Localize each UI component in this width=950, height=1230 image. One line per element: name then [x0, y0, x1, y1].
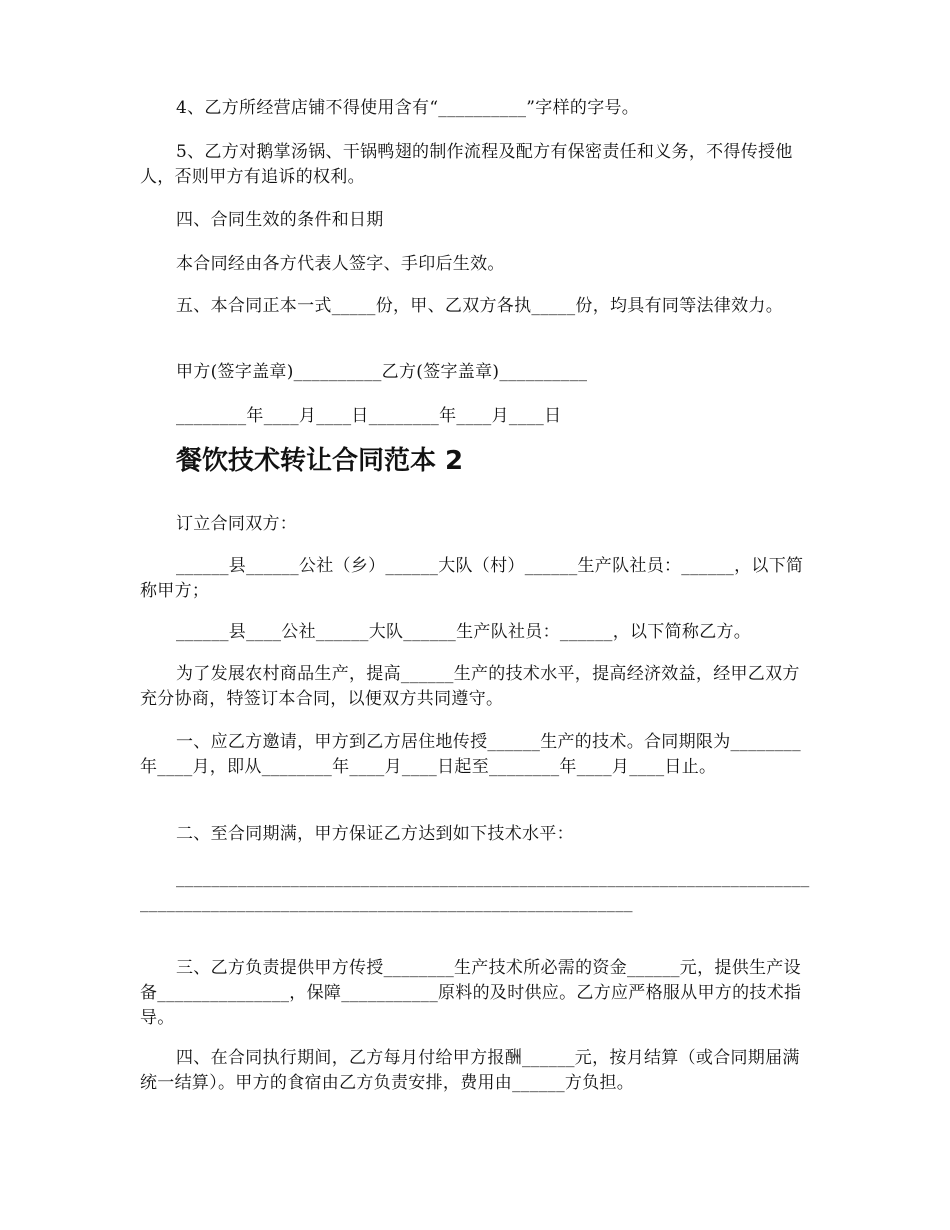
date-line: ________年____月____日________年____月____日	[176, 406, 562, 426]
contract-heading-2: 餐饮技术转让合同范本 2	[176, 446, 464, 476]
effective-clause: 本合同经由各方代表人签字、手印后生效。	[176, 254, 505, 274]
party-a-line: ______县______公社（乡）______大队（村）______生产队社员：______，以下简称甲方；	[140, 556, 804, 601]
clause-4-payment: 四、在合同执行期间，乙方每月付给甲方报酬______元，按月结算（或合同期届满统一结算）。甲方的食宿由乙方负责安排，费用由______方负担。	[140, 1048, 800, 1093]
clause-2-standard: 二、至合同期满，甲方保证乙方达到如下技术水平：	[176, 824, 574, 844]
signature-line: 甲方(签字盖章)__________乙方(签字盖章)__________	[176, 362, 588, 382]
section-4-title: 四、合同生效的条件和日期	[176, 210, 384, 230]
parties-intro: 订立合同双方：	[176, 514, 298, 534]
clause-2-blank-lines: ________________________________________________________________________________________________________________________________	[140, 868, 810, 913]
clause-5-confidentiality: 5、乙方对鹅掌汤锅、干锅鸭翅的制作流程及配方有保密责任和义务，不得传授他人，否则甲方有追诉的权利。	[140, 142, 793, 187]
clause-1-term: 一、应乙方邀请，甲方到乙方居住地传授______生产的技术。合同期限为________年____月，即从________年____月____日起至________年____月____日止。	[140, 732, 801, 777]
clause-3-resources: 三、乙方负责提供甲方传授________生产技术所必需的资金______元，提供生产设备_______________，保障___________原料的及时供应。乙方应严格服从甲方的技术指导。	[140, 958, 802, 1028]
party-b-line: ______县____公社______大队______生产队社员：______，以下简称乙方。	[176, 622, 752, 642]
section-5-copies: 五、本合同正本一式_____份，甲、乙双方各执_____份，均具有同等法律效力。	[176, 296, 783, 316]
clause-4-shop-name: 4、乙方所经营店铺不得使用含有“__________”字样的字号。	[176, 98, 640, 118]
purpose-paragraph: 为了发展农村商品生产，提高______生产的技术水平，提高经济效益，经甲乙双方充分协商，特签订本合同，以便双方共同遵守。	[140, 664, 800, 709]
